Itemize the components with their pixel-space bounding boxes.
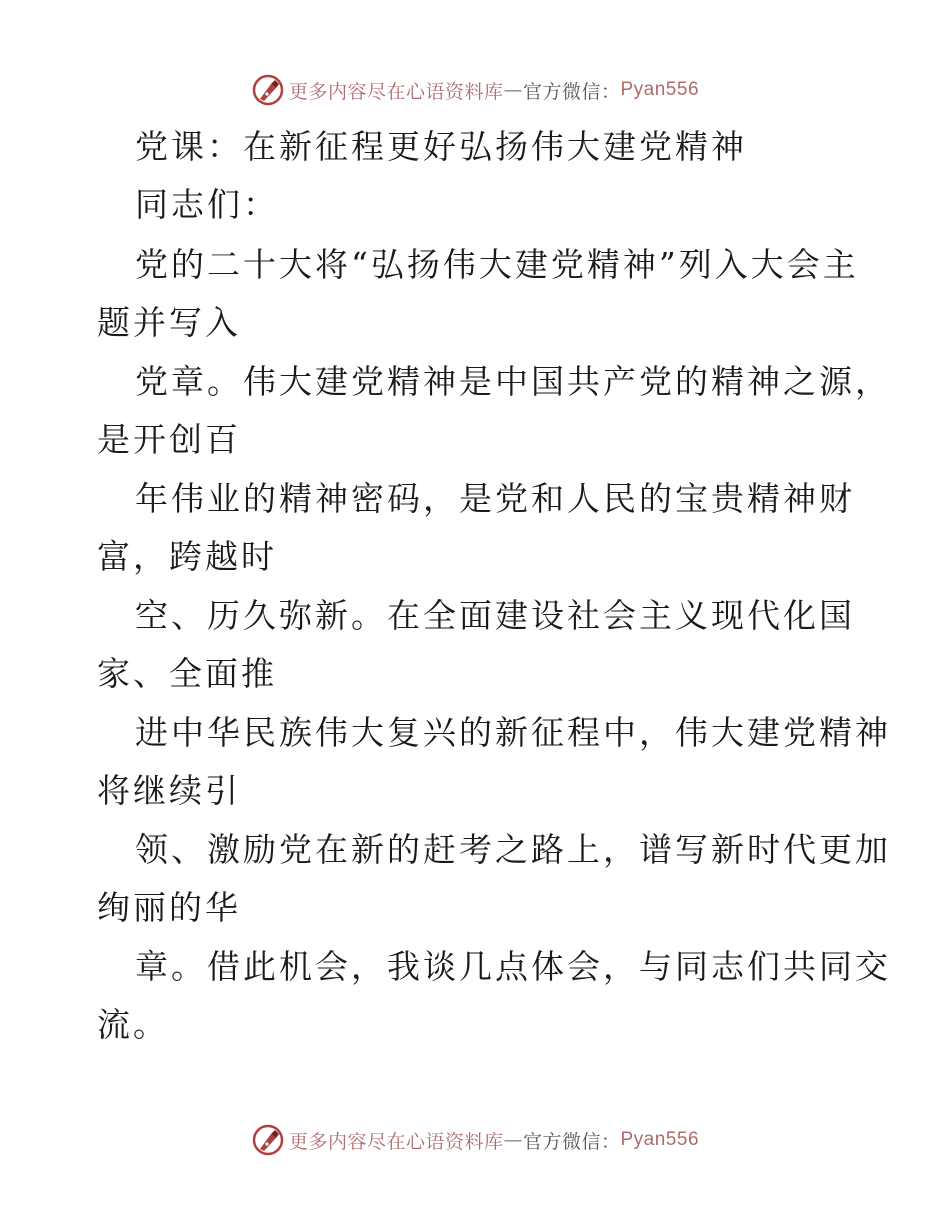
banner-wechat-label: 官方微信： [522, 1130, 621, 1153]
paragraph-line: 党的二十大将“弘扬伟大建党精神”列入大会主 [135, 245, 859, 284]
banner-wechat-id: Pyan556 [620, 1129, 700, 1150]
paragraph-line: 进中华民族伟大复兴的新征程中，伟大建党精神 [135, 713, 891, 752]
paragraph-line: 年伟业的精神密码，是党和人民的宝贵精神财 [135, 479, 855, 518]
header-banner [0, 70, 950, 110]
banner-dash: — [503, 1129, 523, 1151]
document-title: 党课：在新征程更好弘扬伟大建党精神 [135, 127, 747, 166]
paragraph-line: 题并写入 [97, 303, 241, 342]
footer-banner [0, 1120, 950, 1160]
paragraph-line: 党章。伟大建党精神是中国共产党的精神之源， [135, 362, 891, 401]
banner-wechat-label: 官方微信： [522, 80, 621, 103]
banner-wechat-id: Pyan556 [620, 79, 700, 100]
paragraph-line: 空、历久弥新。在全面建设社会主义现代化国 [135, 596, 855, 635]
paragraph-line: 绚丽的华 [97, 888, 241, 927]
pen-nib-logo-icon [251, 1123, 285, 1157]
pen-nib-logo-icon [251, 73, 285, 107]
paragraph-line: 领、激励党在新的赶考之路上，谱写新时代更加 [135, 830, 891, 869]
salutation: 同志们： [135, 185, 279, 224]
paragraph-line: 富，跨越时 [97, 537, 277, 576]
paragraph-line: 章。借此机会，我谈几点体会，与同志们共同交 [135, 947, 891, 986]
paragraph-line: 是开创百 [97, 420, 241, 459]
paragraph-line: 家、全面推 [97, 654, 277, 693]
paragraph-line: 流。 [97, 1005, 169, 1044]
banner-main-text: 更多内容尽在心语资料库 [288, 1130, 504, 1153]
banner-dash: — [503, 79, 523, 101]
paragraph-line: 将继续引 [97, 771, 241, 810]
banner-main-text: 更多内容尽在心语资料库 [288, 80, 504, 103]
